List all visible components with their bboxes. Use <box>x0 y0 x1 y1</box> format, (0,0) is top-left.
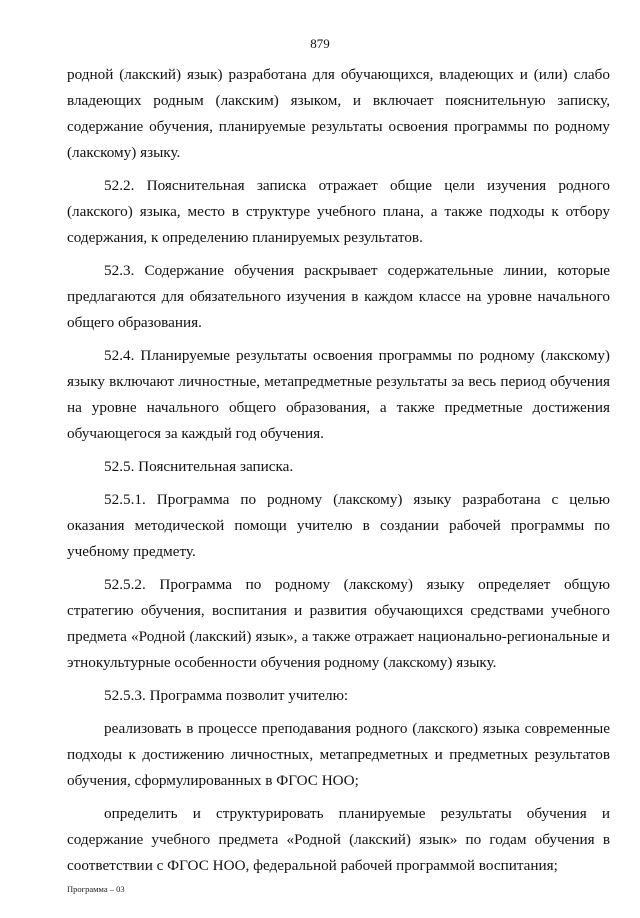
paragraph-intro-continuation: родной (лакский) язык) разработана для обучающихся, владеющих и (или) слабо владеющих родным (лакским) языком, и включает пояснительную записку, содержание обучения, планируемые результаты освоения программы по родному (лакскому) языку. <box>67 66 610 161</box>
page-number: 879 <box>310 36 330 51</box>
paragraph-52-5-1: 52.5.1. Программа по родному (лакскому) языку разработана с целью оказания методической помощи учителю в создании рабочей программы по учебному предмету. <box>67 491 610 560</box>
paragraph-52-4: 52.4. Планируемые результаты освоения программы по родному (лакскому) языку включают личностные, метапредметные результаты за весь период обучения на уровне начального общего образования, а также предметные достижения обучающегося за каждый год обучения. <box>67 347 610 442</box>
paragraph-52-5: 52.5. Пояснительная записка. <box>104 458 294 475</box>
page-footer: Программа – 03 <box>67 884 125 894</box>
list-item-implement: реализовать в процессе преподавания родного (лакского) языка современные подходы к достижению личностных, метапредметных и предметных результатов обучения, сформулированных в ФГОС НОО; <box>67 720 610 789</box>
paragraph-52-5-3: 52.5.3. Программа позволит учителю: <box>104 687 349 704</box>
list-item-define: определить и структурировать планируемые результаты обучения и содержание учебного предмета «Родной (лакский) язык» по годам обучения в соответствии с ФГОС НОО, федеральной рабочей программой воспитания; <box>67 805 610 874</box>
paragraph-52-5-2: 52.5.2. Программа по родному (лакскому) языку определяет общую стратегию обучения, воспитания и развития обучающихся средствами учебного предмета «Родной (лакский) язык», а также отражает национально-региональные и этнокультурные особенности обучения родному (лакскому) языку. <box>67 576 610 671</box>
document-body <box>67 62 610 886</box>
paragraph-52-3: 52.3. Содержание обучения раскрывает содержательные линии, которые предлагаются для обязательного изучения в каждом классе на уровне начального общего образования. <box>67 262 610 331</box>
paragraph-52-2: 52.2. Пояснительная записка отражает общие цели изучения родного (лакского) языка, место в структуре учебного плана, а также подходы к отбору содержания, к определению планируемых результатов. <box>67 177 610 246</box>
